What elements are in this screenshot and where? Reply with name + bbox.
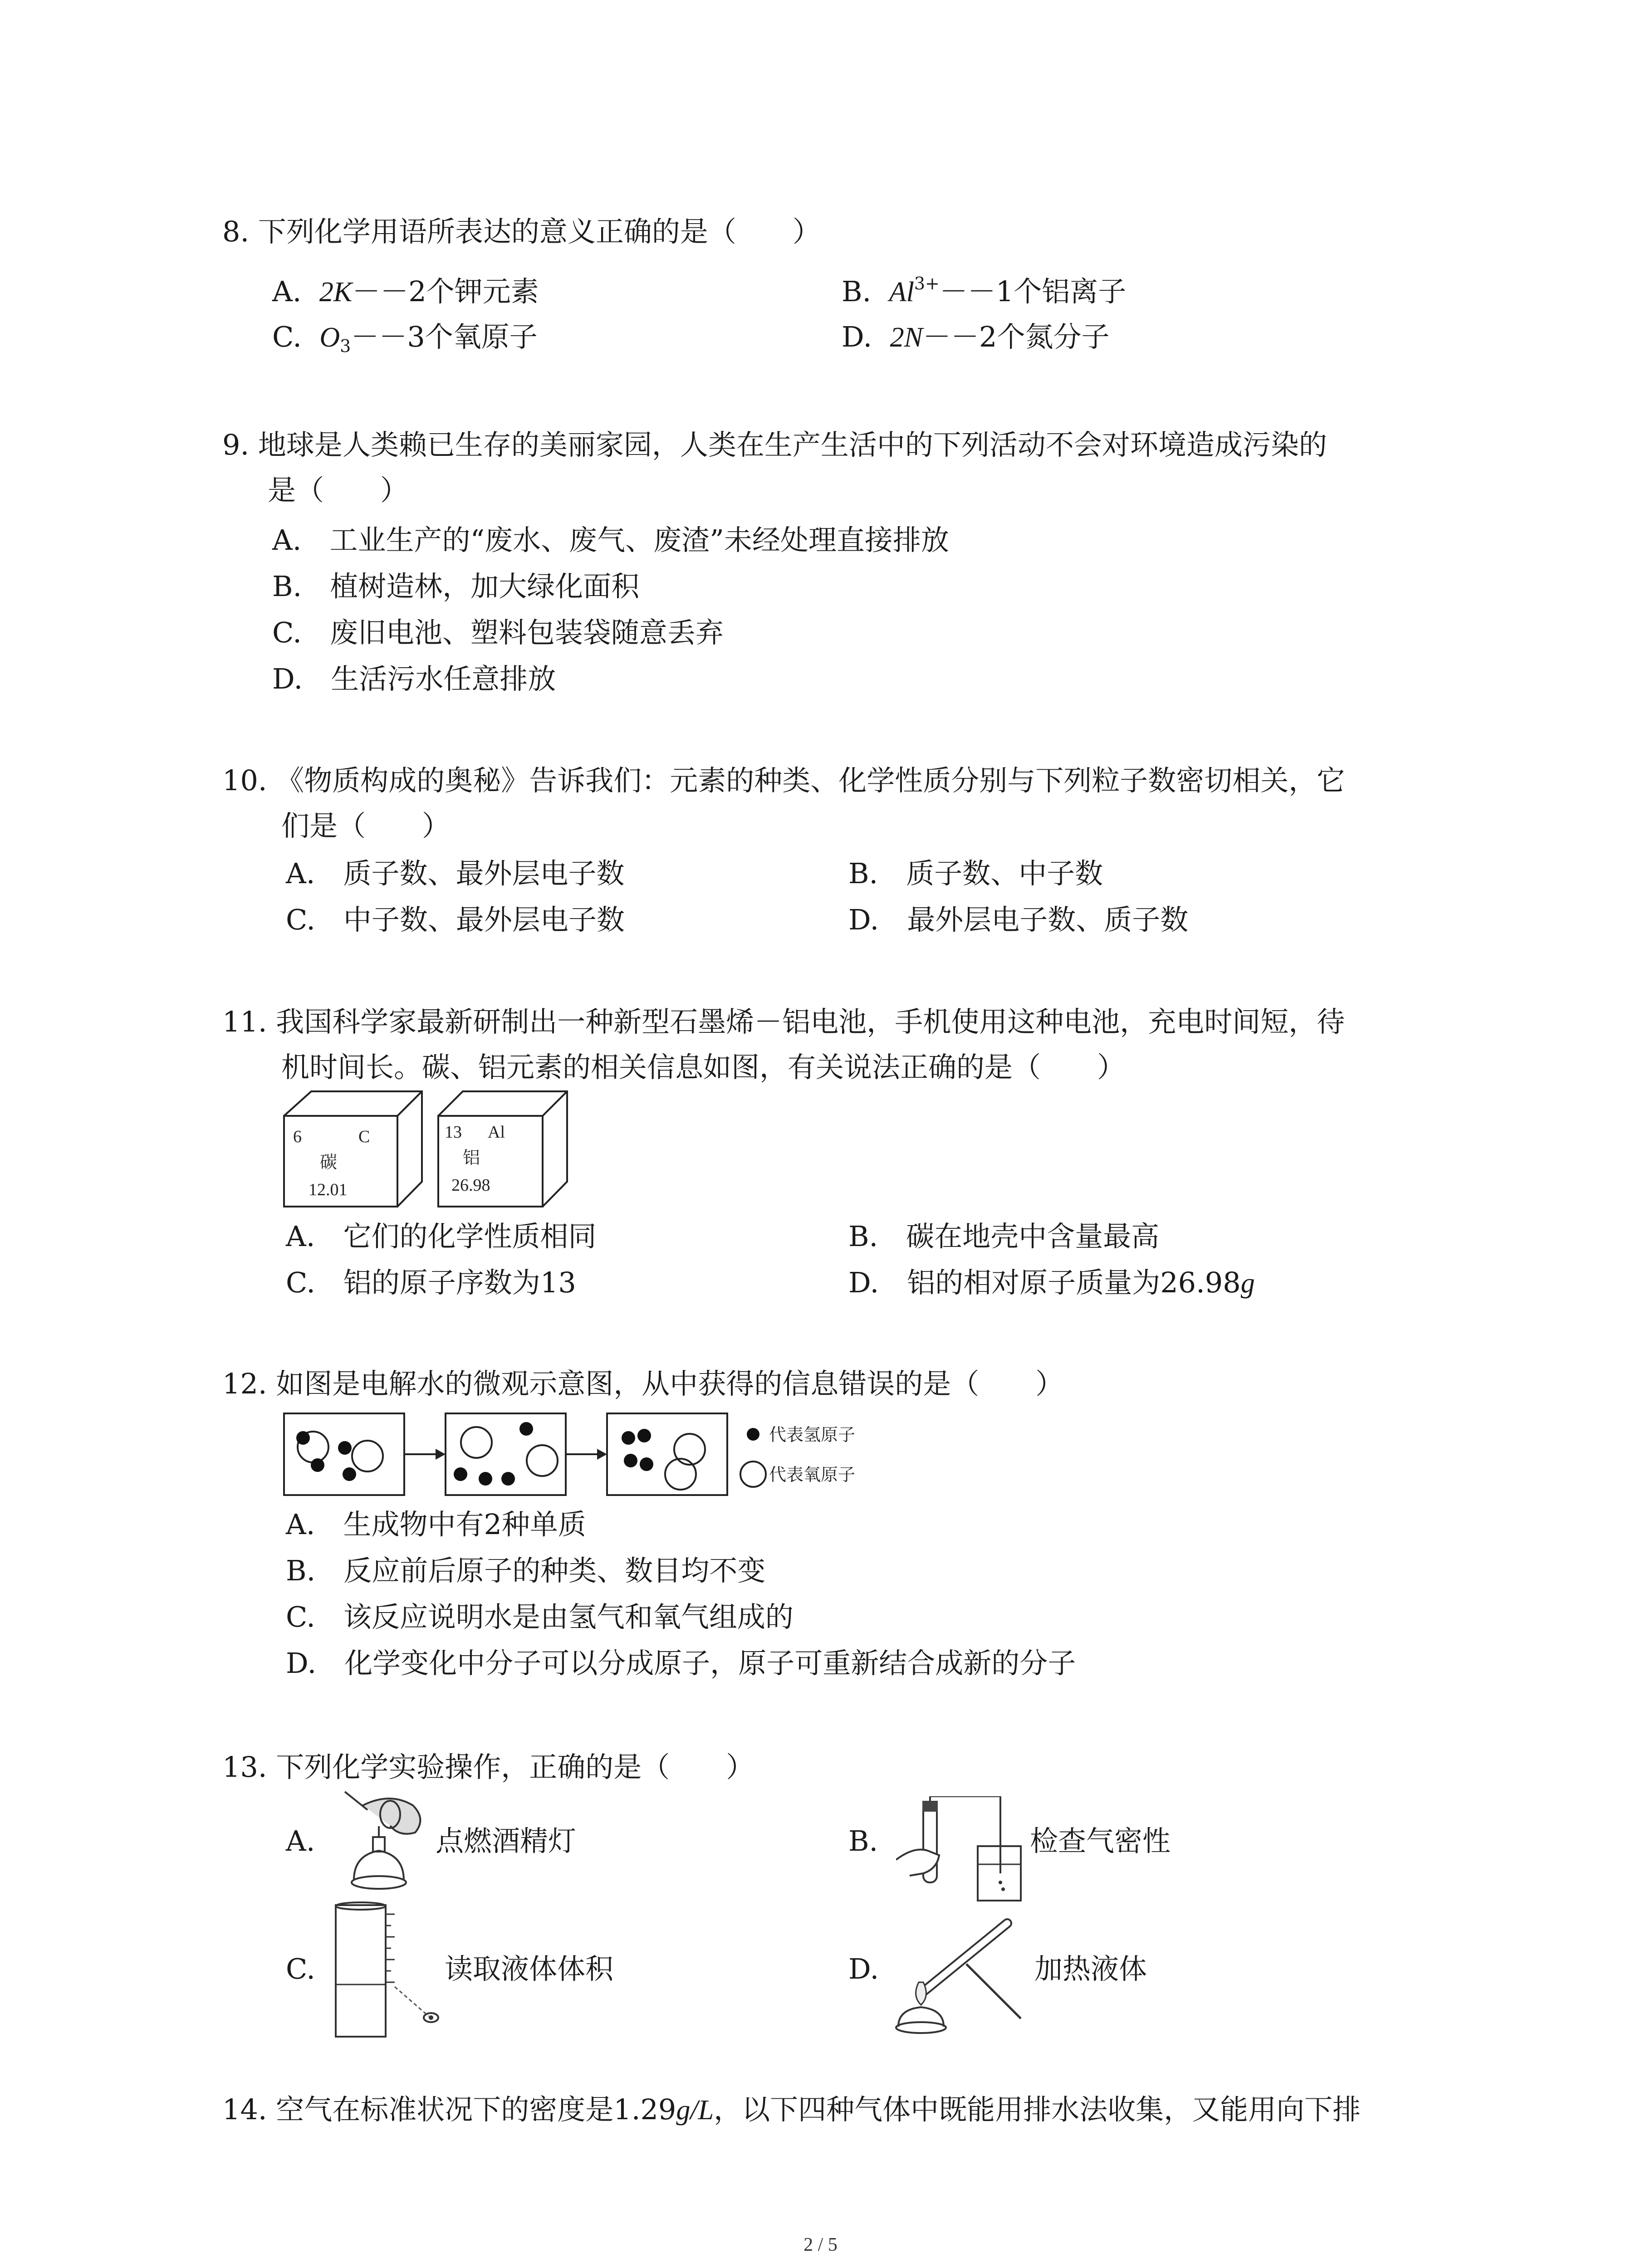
q13-option-b-label: 检查气密性 [1030, 1824, 1171, 1857]
q13-option-c-letter: C. [286, 1952, 315, 1985]
hydrogen-legend-icon [747, 1428, 759, 1441]
oxygen-legend-icon [740, 1461, 766, 1487]
q10-option-c: C. 中子数、最外层电子数 [286, 903, 625, 936]
q11-stem-line1: 11. 我国科学家最新研制出一种新型石墨烯－铝电池，手机使用这种电池，充电时间短，待 [222, 1005, 1345, 1038]
q11-option-c: C. 铝的原子序数为13 [286, 1266, 576, 1299]
q9-option-d: D. 生活污水任意排放 [272, 662, 556, 695]
q8-option-b: B. $Al^{3+}--1$个铝离子 [842, 274, 1127, 308]
q8-option-c: C. $O_3--3$个氧原子 [272, 320, 538, 356]
q14-stem: 14. 空气在标准状况下的密度是1.29g/L，以下四种气体中既能用排水法收集，又能用向下排 [222, 2093, 1361, 2126]
element-cards-figure [281, 1089, 572, 1211]
aluminum-mass: 26.98 [451, 1176, 490, 1195]
q13-option-a-letter: A. [286, 1824, 315, 1857]
q12-option-c: C. 该反应说明水是由氢气和氧气组成的 [286, 1600, 794, 1633]
q11-stem-line2: 机时间长。碳、铝元素的相关信息如图，有关说法正确的是（ ） [281, 1051, 1126, 1084]
q11-option-b: B. 碳在地壳中含量最高 [848, 1220, 1160, 1253]
q13-option-b-letter: B. [848, 1824, 878, 1857]
q13-option-c-label: 读取液体体积 [445, 1952, 614, 1985]
q12-option-a: A. 生成物中有2种单质 [286, 1508, 586, 1541]
q8-option-d: D. 2N－－2个氮分子 [842, 320, 1110, 353]
carbon-element-card [284, 1091, 422, 1207]
carbon-atomic-number: 6 [293, 1127, 302, 1146]
q9-option-c: C. 废旧电池、塑料包装袋随意丢弃 [272, 616, 724, 649]
q10-stem-line1: 10. 《物质构成的奥秘》告诉我们：元素的种类、化学性质分别与下列粒子数密切相关，它 [222, 764, 1345, 797]
aluminum-atomic-number: 13 [445, 1123, 462, 1142]
legend-hydrogen: 代表氢原子 [769, 1425, 856, 1445]
q13-option-d-label: 加热液体 [1034, 1952, 1147, 1985]
aluminum-name: 铝 [463, 1148, 480, 1168]
read-liquid-volume-illustration [327, 1901, 445, 2041]
q12-stem: 12. 如图是电解水的微观示意图，从中获得的信息错误的是（ ） [222, 1367, 1064, 1400]
q13-stem: 13. 下列化学实验操作，正确的是（ ） [222, 1750, 754, 1784]
carbon-mass: 12.01 [309, 1180, 348, 1199]
q13-option-a-label: 点燃酒精灯 [436, 1824, 577, 1857]
page-number: 2 / 5 [803, 2234, 838, 2255]
q8-stem: 8. 下列化学用语所表达的意义正确的是（ ） [222, 215, 821, 248]
q12-option-b: B. 反应前后原子的种类、数目均不变 [286, 1554, 766, 1587]
carbon-symbol: C [358, 1127, 370, 1146]
q13-option-d-letter: D. [848, 1952, 879, 1985]
aluminum-symbol: Al [488, 1123, 505, 1142]
carbon-name: 碳 [320, 1152, 338, 1172]
legend-oxygen: 代表氧原子 [769, 1465, 856, 1485]
q9-stem-line1: 9. 地球是人类赖已生存的美丽家园，人类在生产生活中的下列活动不会对环境造成污染的 [222, 428, 1327, 461]
heating-liquid-illustration [889, 1914, 1025, 2037]
electrolysis-diagram [281, 1411, 916, 1501]
q8-option-a: A. 2K－－2个钾元素 [272, 275, 539, 308]
lighting-alcohol-lamp-illustration [336, 1787, 440, 1896]
q9-stem-line2: 是（ ） [268, 474, 409, 507]
q10-option-b: B. 质子数、中子数 [848, 857, 1103, 890]
q10-option-d: D. 最外层电子数、质子数 [848, 903, 1189, 936]
q10-stem-line2: 们是（ ） [281, 809, 451, 842]
q9-option-a: A. 工业生产的“废水、废气、废渣”未经处理直接排放 [272, 523, 949, 557]
airtightness-check-illustration [896, 1796, 1023, 1905]
q10-option-a: A. 质子数、最外层电子数 [286, 857, 625, 890]
q9-option-b: B. 植树造林，加大绿化面积 [272, 570, 640, 603]
q12-option-d: D. 化学变化中分子可以分成原子，原子可重新结合成新的分子 [286, 1647, 1076, 1680]
q11-option-d: D. 铝的相对原子质量为26.98g [848, 1266, 1255, 1299]
q11-option-a: A. 它们的化学性质相同 [286, 1220, 597, 1253]
